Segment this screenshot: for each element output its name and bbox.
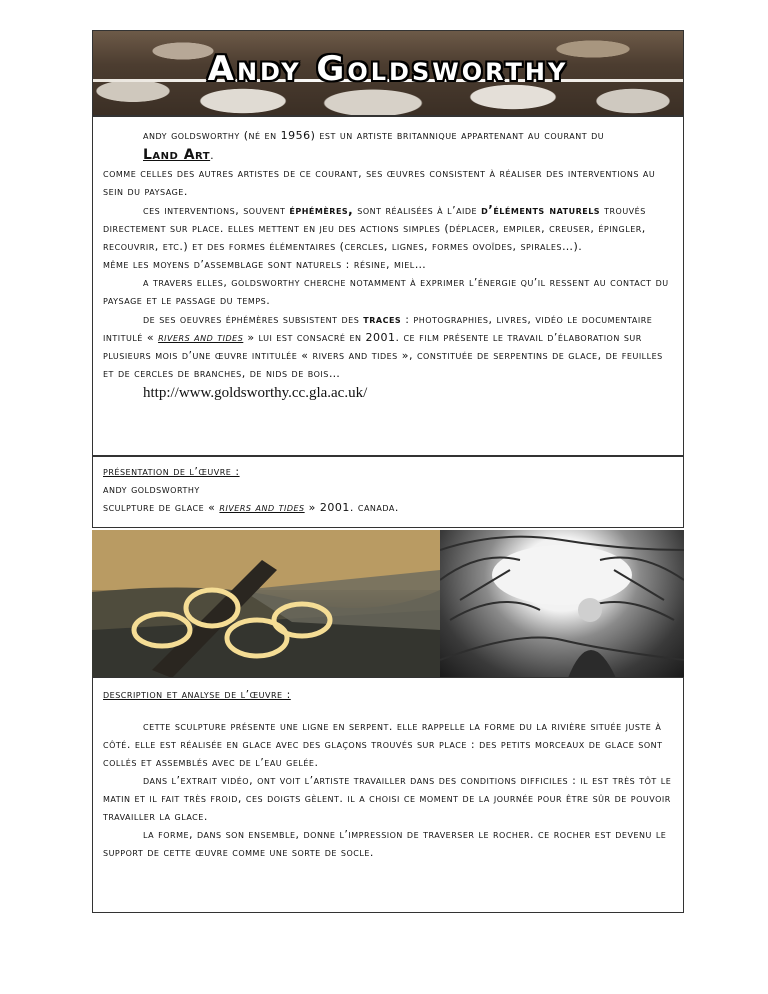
land-art-term: Land Art bbox=[143, 147, 211, 163]
ephemeres-term: éphémères, bbox=[289, 203, 354, 217]
analysis-section bbox=[92, 677, 684, 913]
analysis-paragraph-1: cette sculpture présente une ligne en serpent. elle rappelle la forme du la rivière située juste à côté. elle est réalisée en glace avec des glaçons trouvés sur place : des petits morceaux de glace sont collés et assemblés avec de l’eau gelée. bbox=[103, 720, 663, 769]
ice-sculpture-photo bbox=[92, 530, 440, 678]
intro-paragraph-4: même les moyens d’assemblage sont naturels : résine, miel… bbox=[103, 258, 427, 271]
wood-nest-photo bbox=[440, 530, 684, 678]
intro-paragraph-3: ces interventions, souvent éphémères, sont réalisées à l’aide d’éléments naturels trouvés directement sur place. elles mettent en jeu des actions simples (déplacer, empiler, creuser, épingler, recouvrir, etc.) et des formes élémentaires (cercles, lignes, formes ovoïdes, spirales…). bbox=[103, 203, 646, 253]
wood-nest-illustration bbox=[440, 530, 684, 678]
analysis-paragraph-3: la forme, dans son ensemble, donne l’impression de traverser le rocher. ce rocher est devenu le support de cette œuvre comme une sorte de socle. bbox=[103, 828, 667, 859]
rivers-and-tides-title: rivers and tides bbox=[158, 331, 244, 344]
intro-paragraph-6: de ses oeuvres éphémères subsistent des traces : photographies, livres, vidéo le documentaire intitulé « rivers and tides » lui est consacré en 2001. ce film présente le travail d’élaboration sur plusieurs mois d’une œuvre intitulée « rivers and tides », constituée de serpentins de glace, de feuilles et de cercles de branches, de nids de bois… bbox=[103, 312, 663, 380]
traces-term: traces bbox=[363, 312, 402, 326]
ice-sculpture-illustration bbox=[92, 530, 440, 678]
banner bbox=[92, 30, 684, 116]
presentation-work: sculpture de glace « rivers and tides » 2001. canada. bbox=[103, 501, 399, 514]
elements-naturels-term: d’éléments naturels bbox=[481, 203, 601, 217]
presentation-section bbox=[92, 456, 684, 528]
work-title: rivers and tides bbox=[219, 501, 305, 514]
intro-paragraph-1: andy goldsworthy (né en 1956) est un artiste britannique appartenant au courant du Land Art. bbox=[103, 127, 673, 165]
website-link[interactable]: http://www.goldsworthy.cc.gla.ac.uk/ bbox=[143, 385, 368, 401]
presentation-heading: présentation de l’œuvre : bbox=[103, 465, 240, 478]
intro-section bbox=[92, 116, 684, 456]
presentation-artist: andy goldsworthy bbox=[103, 483, 200, 496]
analysis-paragraph-2: dans l’extrait vidéo, ont voit l’artiste travailler dans des conditions difficiles : il est très tôt le matin et il fait très froid, ces doigts gèlent. il a choisi ce moment de la journée pour être sûr de pouvoir travailler la glace. bbox=[103, 774, 672, 823]
intro-paragraph-2: comme celles des autres artistes de ce courant, ses œuvres consistent à réaliser des interventions au sein du paysage. bbox=[103, 167, 656, 198]
page-title: Andy Goldsworthy bbox=[207, 49, 569, 89]
intro-paragraph-5: a travers elles, goldsworthy cherche notamment à exprimer l’énergie qu’il ressent au contact du paysage et le passage du temps. bbox=[103, 276, 669, 307]
analysis-heading: description et analyse de l’œuvre : bbox=[103, 688, 291, 701]
